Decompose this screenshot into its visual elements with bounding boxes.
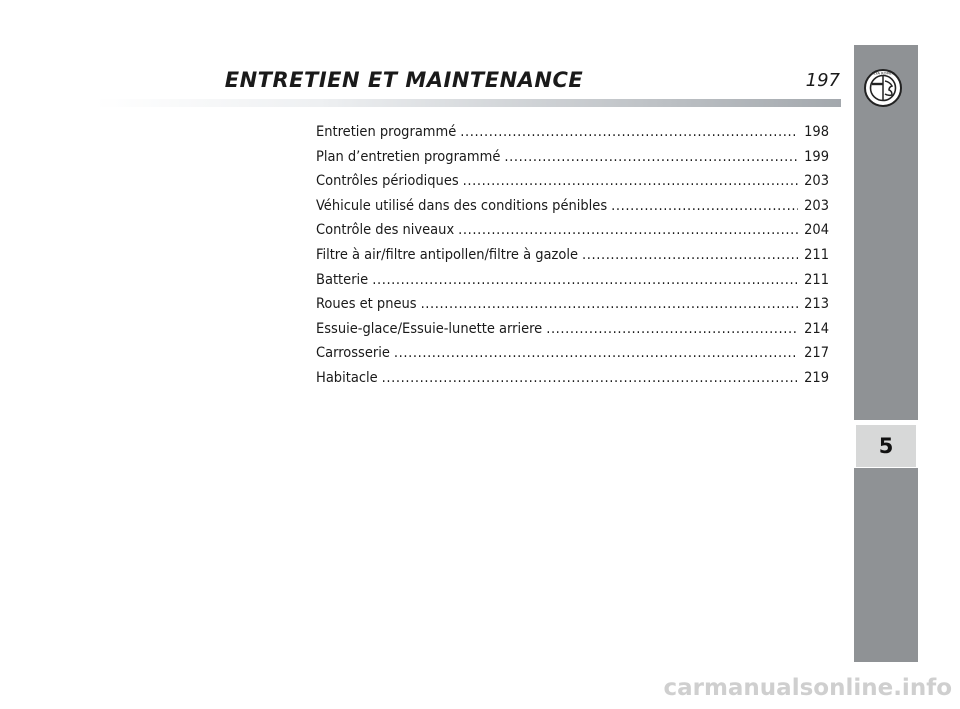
- toc-entry[interactable]: [316, 173, 829, 198]
- toc-entry[interactable]: [316, 345, 829, 370]
- toc-entry-label: Filtre à air/filtre antipollen/filtre à gazole: [316, 246, 578, 263]
- toc-dot-leader: [372, 272, 798, 288]
- toc-entry[interactable]: [316, 247, 829, 272]
- toc-entry[interactable]: [316, 222, 829, 247]
- toc-dot-leader: [394, 345, 798, 361]
- toc-entry-label: Roues et pneus: [316, 296, 417, 313]
- toc-entry-page: 217: [804, 345, 829, 362]
- toc-entry[interactable]: [316, 321, 829, 346]
- toc-entry-label: Entretien programmé: [316, 124, 457, 140]
- toc-entry[interactable]: [316, 149, 829, 174]
- toc-entry-page: 199: [804, 148, 829, 165]
- toc-entry-label: Batterie: [316, 271, 369, 288]
- toc-entry-page: 213: [804, 296, 829, 313]
- toc-dot-leader: [611, 198, 798, 214]
- toc-dot-leader: [463, 173, 798, 189]
- toc-entry-label: Véhicule utilisé dans des conditions pénibles: [316, 197, 608, 214]
- toc-entry-page: 211: [804, 271, 829, 288]
- alfa-romeo-badge-icon: [863, 68, 903, 108]
- toc-entry-label: Habitacle: [316, 369, 378, 386]
- toc-dot-leader: [421, 296, 798, 312]
- toc-dot-leader: [458, 222, 798, 238]
- toc-entry[interactable]: [316, 272, 829, 297]
- toc-dot-leader: [546, 321, 798, 337]
- toc-entry-page: 219: [804, 369, 829, 386]
- toc-entry-page: 204: [804, 222, 829, 239]
- page-number: 197: [805, 70, 840, 91]
- header-rule: [95, 99, 841, 107]
- toc-entry-label: Essuie-glace/Essuie-lunette arriere: [316, 320, 543, 337]
- toc-entry-page: 198: [804, 124, 829, 140]
- toc-entry-page: 214: [804, 320, 829, 337]
- toc-entry-page: 211: [804, 246, 829, 263]
- toc-dot-leader: [460, 124, 798, 140]
- toc-entry-page: 203: [804, 197, 829, 214]
- toc-dot-leader: [382, 370, 798, 386]
- chapter-side-tab: [854, 45, 918, 662]
- toc-entry[interactable]: [316, 370, 829, 395]
- chapter-title: ENTRETIEN ET MAINTENANCE: [224, 68, 584, 92]
- toc-entry[interactable]: [316, 198, 829, 223]
- toc-entry-page: 203: [804, 173, 829, 190]
- watermark-text: carmanualsonline.info: [552, 670, 960, 706]
- toc-entry-label: Plan d’entretien programmé: [316, 148, 501, 165]
- toc-entry-label: Contrôle des niveaux: [316, 222, 455, 239]
- chapter-number: 5: [856, 425, 916, 467]
- toc-entry[interactable]: [316, 296, 829, 321]
- svg-text:ALFA ROMEO: ALFA ROMEO: [871, 71, 895, 76]
- table-of-contents: [316, 124, 829, 395]
- toc-entry-label: Contrôles périodiques: [316, 173, 459, 190]
- toc-dot-leader: [582, 247, 798, 263]
- toc-dot-leader: [504, 149, 798, 165]
- toc-entry[interactable]: [316, 124, 829, 149]
- toc-entry-label: Carrosserie: [316, 345, 390, 362]
